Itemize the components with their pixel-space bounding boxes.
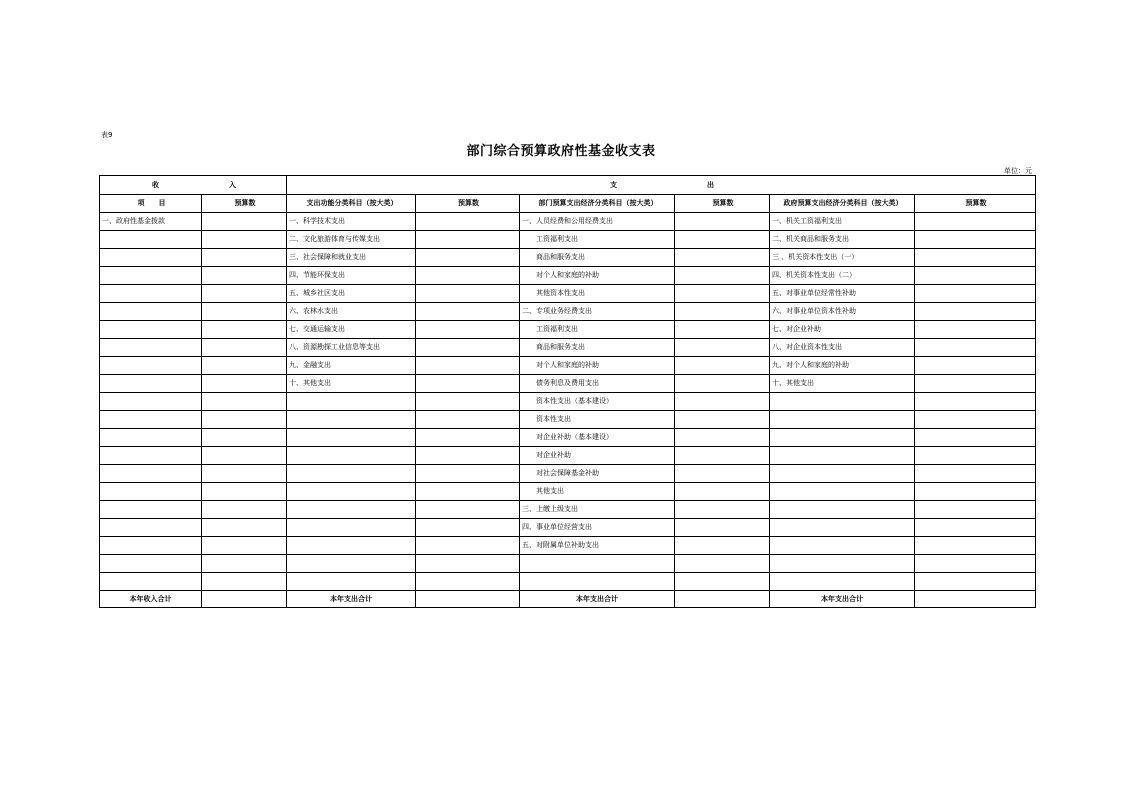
dept-budget-cell [675,555,770,573]
func-budget-cell [416,375,520,393]
dept-item-cell: 工资福利支出 [520,231,675,249]
func-item-cell [287,483,416,501]
gov-budget-cell [915,501,1036,519]
gov-item-cell [770,573,915,591]
gov-budget-cell [915,393,1036,411]
table-row [100,447,1036,465]
income-budget-cell [202,231,287,249]
gov-item-cell [770,519,915,537]
dept-budget-cell [675,249,770,267]
dept-item-cell: 一、人员经费和公用经费支出 [520,213,675,231]
dept-budget-cell [675,213,770,231]
income-item-cell [100,573,202,591]
expense-band [287,176,1036,195]
func-budget-cell [416,447,520,465]
header-budget-dept: 预算数 [675,195,770,213]
total-func-label: 本年支出合计 [287,591,416,608]
header-row [100,195,1036,213]
dept-item-cell: 三、上缴上级支出 [520,501,675,519]
dept-item-cell: 资本性支出（基本建设） [520,393,675,411]
income-item-cell [100,447,202,465]
dept-budget-cell [675,339,770,357]
income-budget-cell [202,537,287,555]
table-row [100,483,1036,501]
income-budget-cell [202,339,287,357]
func-item-cell [287,411,416,429]
dept-budget-cell [675,519,770,537]
gov-item-cell [770,501,915,519]
table-row [100,339,1036,357]
dept-item-cell: 资本性支出 [520,411,675,429]
header-budget-income: 预算数 [202,195,287,213]
income-item-cell [100,321,202,339]
dept-budget-cell [675,483,770,501]
table-row [100,519,1036,537]
income-budget-cell [202,411,287,429]
table-row [100,555,1036,573]
gov-budget-cell [915,447,1036,465]
dept-budget-cell [675,357,770,375]
gov-budget-cell [915,321,1036,339]
func-budget-cell [416,357,520,375]
income-budget-cell [202,357,287,375]
table-row [100,411,1036,429]
income-item-cell [100,537,202,555]
gov-budget-cell [915,267,1036,285]
table-row [100,375,1036,393]
table-row [100,267,1036,285]
total-dept-value [675,591,770,608]
income-item-cell [100,429,202,447]
func-item-cell: 九、金融支出 [287,357,416,375]
func-item-cell [287,447,416,465]
func-budget-cell [416,501,520,519]
income-item-cell [100,501,202,519]
total-dept-label: 本年支出合计 [520,591,675,608]
dept-budget-cell [675,321,770,339]
income-item-cell [100,519,202,537]
func-item-cell: 五、城乡社区支出 [287,285,416,303]
func-budget-cell [416,285,520,303]
income-item-cell: 一、政府性基金拨款 [100,213,202,231]
func-item-cell: 三、社会保障和就业支出 [287,249,416,267]
dept-budget-cell [675,447,770,465]
dept-item-cell: 其他支出 [520,483,675,501]
gov-budget-cell [915,429,1036,447]
func-item-cell: 六、农林水支出 [287,303,416,321]
gov-item-cell: 七、对企业补助 [770,321,915,339]
func-item-cell: 四、节能环保支出 [287,267,416,285]
dept-item-cell: 对社会保障基金补助 [520,465,675,483]
func-item-cell [287,393,416,411]
header-gov-econ: 政府预算支出经济分类科目（按大类） [770,195,915,213]
income-item-cell [100,303,202,321]
dept-item-cell: 对企业补助 [520,447,675,465]
income-item-cell [100,555,202,573]
header-budget-gov: 预算数 [915,195,1036,213]
income-item-cell [100,483,202,501]
income-band-right: 入 [229,180,236,189]
gov-item-cell: 十、其他支出 [770,375,915,393]
income-budget-cell [202,501,287,519]
dept-item-cell: 对个人和家庭的补助 [520,357,675,375]
table-row [100,249,1036,267]
gov-item-cell [770,555,915,573]
dept-item-cell [520,555,675,573]
func-budget-cell [416,483,520,501]
table-row [100,231,1036,249]
income-budget-cell [202,303,287,321]
func-item-cell: 二、文化旅游体育与传媒支出 [287,231,416,249]
func-item-cell [287,429,416,447]
gov-item-cell [770,483,915,501]
func-item-cell: 八、资源勘探工业信息等支出 [287,339,416,357]
gov-budget-cell [915,555,1036,573]
income-budget-cell [202,213,287,231]
expense-band-right: 出 [707,180,715,189]
dept-item-cell: 其他资本性支出 [520,285,675,303]
func-item-cell: 一、科学技术支出 [287,213,416,231]
income-item-cell [100,267,202,285]
gov-item-cell: 二、机关商品和服务支出 [770,231,915,249]
func-budget-cell [416,321,520,339]
unit-label: 单位：元 [1004,167,1032,175]
band-row [100,176,1036,195]
income-item-cell [100,231,202,249]
gov-item-cell: 八、对企业资本性支出 [770,339,915,357]
income-item-cell [100,249,202,267]
income-item-cell [100,357,202,375]
func-budget-cell [416,573,520,591]
table-row [100,303,1036,321]
table-row [100,357,1036,375]
gov-budget-cell [915,249,1036,267]
dept-budget-cell [675,375,770,393]
func-budget-cell [416,339,520,357]
dept-budget-cell [675,285,770,303]
income-budget-cell [202,249,287,267]
dept-item-cell: 对个人和家庭的补助 [520,267,675,285]
total-row [100,591,1036,608]
func-budget-cell [416,429,520,447]
gov-budget-cell [915,573,1036,591]
income-budget-cell [202,483,287,501]
func-budget-cell [416,519,520,537]
gov-budget-cell [915,285,1036,303]
dept-item-cell: 商品和服务支出 [520,339,675,357]
gov-budget-cell [915,375,1036,393]
income-band [100,176,287,195]
table-row [100,213,1036,231]
table-row [100,537,1036,555]
dept-item-cell: 工资福利支出 [520,321,675,339]
gov-item-cell: 九、对个人和家庭的补助 [770,357,915,375]
gov-item-cell: 五、对事业单位经常性补助 [770,285,915,303]
gov-item-cell: 一、机关工资福利支出 [770,213,915,231]
dept-budget-cell [675,303,770,321]
func-item-cell: 七、交通运输支出 [287,321,416,339]
total-income-label: 本年收入合计 [100,591,202,608]
gov-budget-cell [915,483,1036,501]
dept-budget-cell [675,573,770,591]
func-item-cell [287,573,416,591]
gov-budget-cell [915,411,1036,429]
func-budget-cell [416,303,520,321]
gov-budget-cell [915,465,1036,483]
func-budget-cell [416,537,520,555]
expense-band-left: 支 [610,180,618,189]
dept-item-cell: 四、事业单位经营支出 [520,519,675,537]
header-func-class: 支出功能分类科目（按大类） [287,195,416,213]
income-budget-cell [202,555,287,573]
income-budget-cell [202,465,287,483]
total-gov-label: 本年支出合计 [770,591,915,608]
gov-item-cell: 六、对事业单位资本性补助 [770,303,915,321]
gov-budget-cell [915,519,1036,537]
dept-item-cell: 商品和服务支出 [520,249,675,267]
gov-item-cell [770,393,915,411]
header-dept-econ: 部门预算支出经济分类科目（按大类） [520,195,675,213]
dept-budget-cell [675,231,770,249]
total-income-value [202,591,287,608]
dept-budget-cell [675,411,770,429]
func-budget-cell [416,465,520,483]
func-item-cell: 十、其他支出 [287,375,416,393]
func-budget-cell [416,249,520,267]
gov-budget-cell [915,213,1036,231]
gov-item-cell: 四、机关资本性支出（二） [770,267,915,285]
table-row [100,501,1036,519]
income-band-left: 收 [152,180,159,189]
income-item-cell [100,285,202,303]
dept-budget-cell [675,393,770,411]
income-item-cell [100,393,202,411]
table-row [100,429,1036,447]
dept-budget-cell [675,429,770,447]
table-row [100,321,1036,339]
table-row [100,285,1036,303]
table-row [100,573,1036,591]
total-func-value [416,591,520,608]
dept-item-cell [520,573,675,591]
income-budget-cell [202,429,287,447]
budget-table [99,175,1036,608]
func-item-cell [287,465,416,483]
func-budget-cell [416,393,520,411]
table-number: 表9 [101,131,113,139]
gov-budget-cell [915,537,1036,555]
func-budget-cell [416,555,520,573]
gov-budget-cell [915,303,1036,321]
gov-item-cell [770,447,915,465]
func-budget-cell [416,213,520,231]
header-budget-func: 预算数 [416,195,520,213]
gov-item-cell: 三 、机关资本性支出（一） [770,249,915,267]
func-item-cell [287,537,416,555]
total-gov-value [915,591,1036,608]
header-item: 项 目 [100,195,202,213]
income-budget-cell [202,321,287,339]
dept-budget-cell [675,465,770,483]
income-item-cell [100,339,202,357]
func-budget-cell [416,267,520,285]
gov-item-cell [770,537,915,555]
dept-budget-cell [675,537,770,555]
dept-item-cell: 五、对附属单位补助支出 [520,537,675,555]
dept-budget-cell [675,501,770,519]
page-title: 部门综合预算政府性基金收支表 [466,144,656,159]
gov-budget-cell [915,339,1036,357]
income-item-cell [100,465,202,483]
income-budget-cell [202,573,287,591]
income-budget-cell [202,375,287,393]
income-budget-cell [202,267,287,285]
income-item-cell [100,411,202,429]
gov-budget-cell [915,357,1036,375]
gov-item-cell [770,465,915,483]
func-budget-cell [416,231,520,249]
func-budget-cell [416,411,520,429]
table-row [100,465,1036,483]
income-budget-cell [202,285,287,303]
income-budget-cell [202,447,287,465]
func-item-cell [287,501,416,519]
func-item-cell [287,555,416,573]
table-row [100,393,1036,411]
dept-item-cell: 对企业补助（基本建设） [520,429,675,447]
dept-item-cell: 二、专项业务经费支出 [520,303,675,321]
gov-item-cell [770,429,915,447]
income-budget-cell [202,393,287,411]
dept-budget-cell [675,267,770,285]
income-budget-cell [202,519,287,537]
income-item-cell [100,375,202,393]
dept-item-cell: 债务利息及费用支出 [520,375,675,393]
func-item-cell [287,519,416,537]
gov-item-cell [770,411,915,429]
gov-budget-cell [915,231,1036,249]
